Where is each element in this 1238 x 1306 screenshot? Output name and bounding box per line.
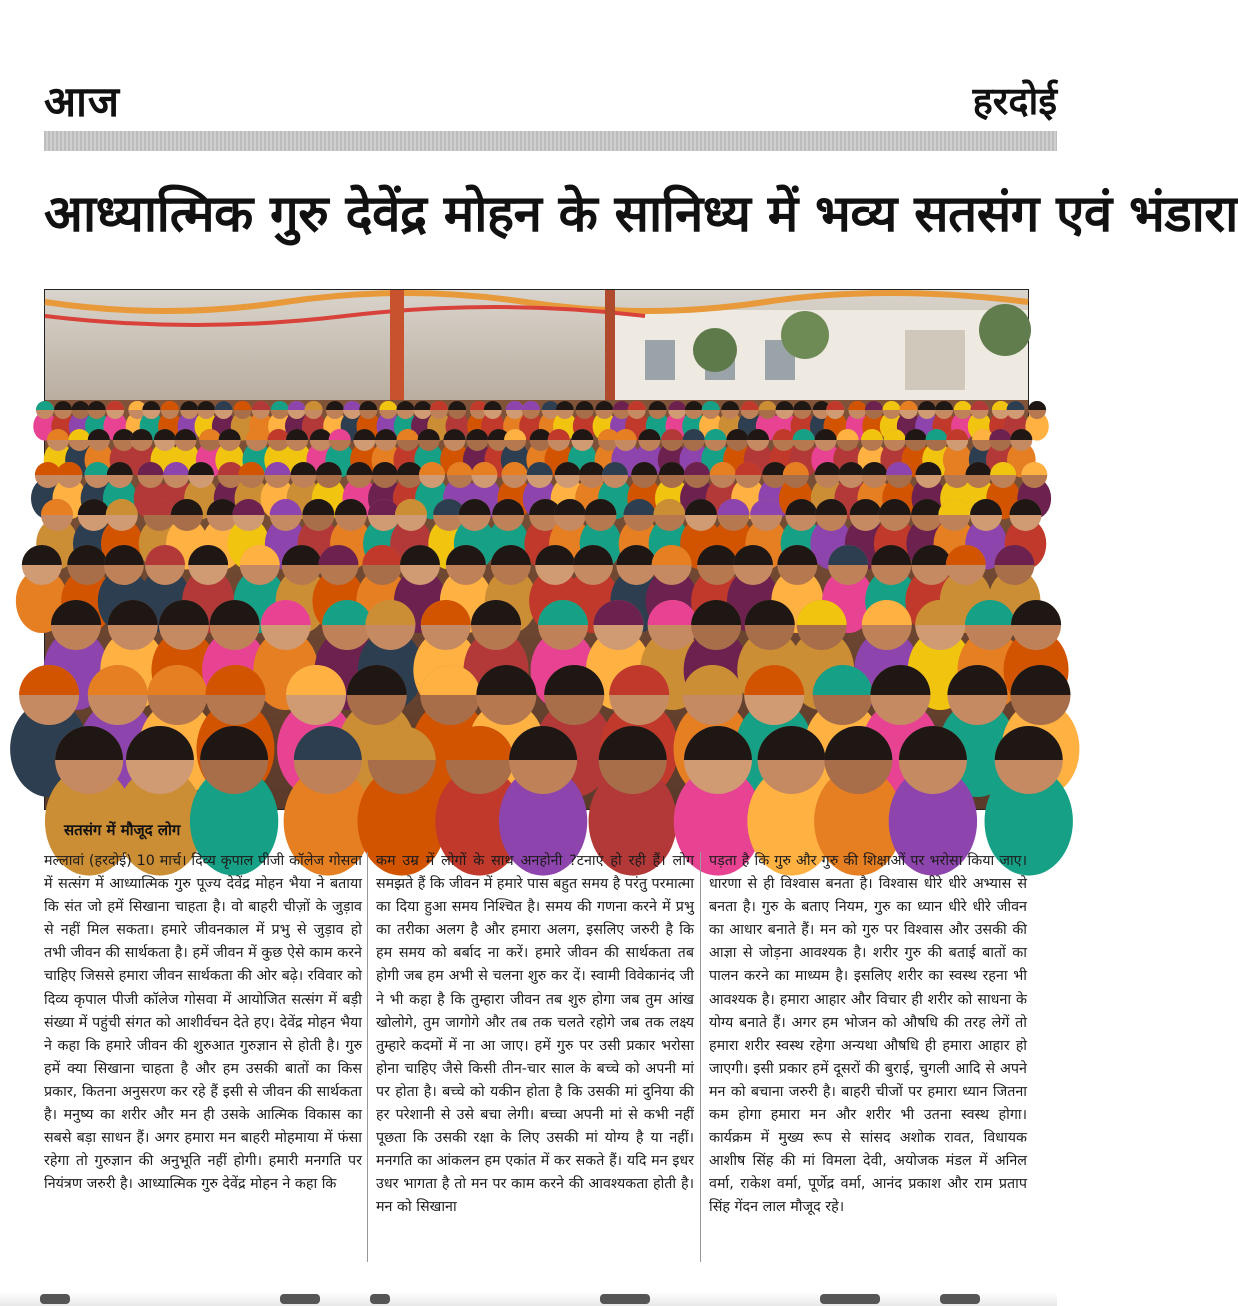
newspaper-masthead: आज: [44, 77, 121, 126]
article-column-1: मल्लावां (हरदोई) 10 मार्च। दिव्य कृपाल पीजी कॉलेज गोसवा में सत्संग में आध्यात्मिक गुरु पूज्य देवेंद्र मोहन भैया ने बताया कि संत जो हमें सिखाना चाहता है। वो बाहरी चीज़ों के जुड़ाव से नहीं मिल सकता। हमारे जीवनकाल में प्रभु से जुड़ाव हो तभी जीवन की सार्थकता है। हमें जीवन में कुछ ऐसे काम करने चाहिए जिससे हमारा जीवन सार्थकता की ओर बढ़े। रविवार को दिव्य कृपाल पीजी कॉलेज गोसवा में आयोजित सत्संग में बड़ी संख्या में पहुंची संगत को आशीर्वचन देते हए। देवेंद्र मोहन भैया ने कहा कि हमारे जीवन की शुरुआत गुरुज्ञान से होती है। गुरु हमें क्या सिखाना चाहता है और हम उसकी बातों का किस प्रकार, कितना अनुसरण कर रहे हैं इसी से जीवन की सार्थकता है। मनुष्य का शरीर और मन ही उसके आत्मिक विकास का सबसे बड़ा साधन हैं। अगर हमारा मन बाहरी मोहमाया में फंसा रहेगा तो गुरुज्ञान की अनुभूति नहीं होगी। हमारी मनगति पर नियंत्रण जरुरी है। आध्यात्मिक गुरु देवेंद्र मोहन ने कहा कि: [44, 853, 362, 1193]
article-column-3: पड़ता है कि गुरु और गुरु की शिक्षाओं पर भरोसा किया जाए। धारणा से ही विश्वास बनता है। विश्वास धीरे धीरे अभ्यास से बनता है। गुरु के बताए नियम, गुरु का ध्यान धीरे धीरे जीवन का आधार बनाते हैं। मन को गुरु पर विश्वास और उसकी की आज्ञा से जोड़ना आवश्यक है। शरीर गुरु की बताई बातों का पालन करने का माध्यम है। इसलिए शरीर का स्वस्थ रहना भी आवश्यक है। हमारा आहार और विचार ही शरीर को साधना के योग्य बनाते हैं। अगर हम भोजन को औषधि की तरह लेगें तो हमारा शरीर स्वस्थ रहेगा अन्यथा औषधि ही हमारा आहार हो जाएगी। इसी प्रकार हमें दूसरों की बुराई, चुगली आदि से अपने मन को बचाना जरुरी है। बाहरी चीजों पर हमारा ध्यान जितना कम होगा हमारा मन और शरीर भी उतना स्वस्थ होगा। कार्यक्रम में मुख्य रूप से सांसद अशोक रावत, विधायक आशीष सिंह की मां विमला देवी, अयोजक मंडल में अनिल वर्मा, राकेश वर्मा, पूर्णेद्र वर्मा, आनंद प्रकाश और राम प्रताप सिंह गेंदन लाल मौजूद रहे।: [709, 853, 1027, 1216]
next-article-fragment: [0, 1292, 1057, 1306]
photo-caption: सतसंग में मौजूद लोग: [64, 821, 181, 839]
header-rule: [44, 131, 1057, 151]
column-divider: [700, 852, 701, 1262]
article-column-2: कम उम्र में लोगों के साथ अनहोनी ?टनाएं हो रही हैं। लोग समझते हैं कि जीवन में हमारे पास बहुत समय है परंतु परमात्मा का दिया हुआ समय निश्चित है। समय की गणना करने में प्रभु का तरीका अलग है और हमारा अलग, इसलिए जरुरी है कि हम समय को बर्बाद ना करें। हमारे जीवन की सार्थकता तब होगी जब हम अभी से चलना शुरु कर दें। स्वामी विवेकानंद जी ने भी कहा है कि तुम्हारा जीवन तब शुरु होगा जब तुम आंख खोलोगे, तुम जागोगे और तब तक चलते रहोगे जब तक लक्ष्य तुम्हारे कदमों में ना आ जाए। हमें गुरु पर उसी प्रकार भरोसा होना चाहिए जैसे किसी तीन-चार साल के बच्चे को अपनी मां पर होता है। बच्चे को यकीन होता है कि उसकी मां दुनिया की हर परेशानी से उसे बचा लेगी। बच्चा अपनी मां से कभी नहीं पूछता कि उसकी रक्षा के लिए उसकी मां योग्य है या नहीं। मनगति का आंकलन हम एकांत में कर सकते हैं। यदि मन इधर उधर भागता है तो मन पर काम करने की आवश्यकता होती है। मन को सिखाना: [376, 853, 694, 1216]
column-divider: [367, 852, 368, 1262]
crowd-photo: [44, 289, 1029, 810]
article-headline: आध्यात्मिक गुरु देवेंद्र मोहन के सानिध्य में भव्य सतसंग एवं भंडारा: [44, 185, 1238, 244]
edition-label: हरदोई: [972, 78, 1057, 123]
